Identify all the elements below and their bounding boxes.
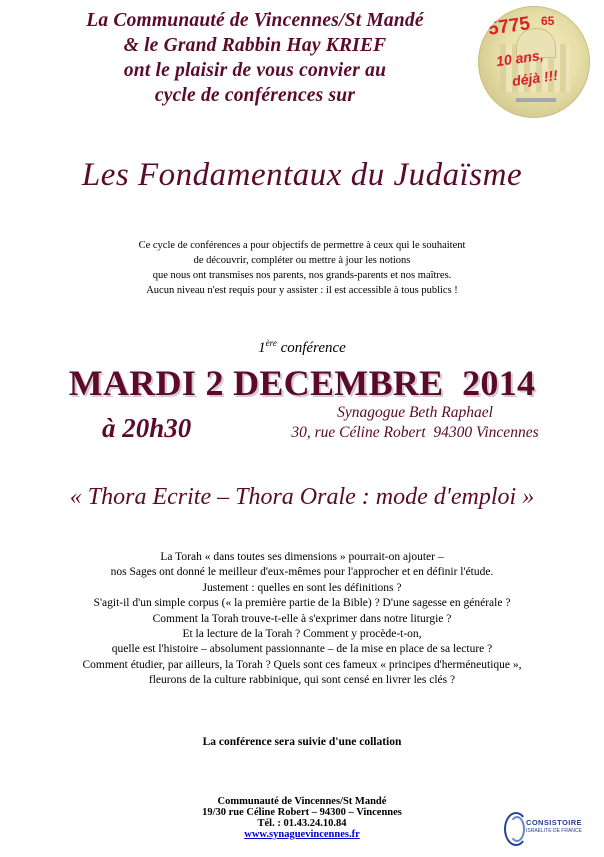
description-paragraph [0,550,604,689]
event-date: MARDI 2 DECEMBRE 2014 [68,363,536,403]
description-line: fleurons de la culture rabbinique, qui sont censé en livrer les clés ? [148,674,456,687]
badge-line2: déjà !!! [511,66,559,90]
collation-note: La conférence sera suivie d'une collation [202,736,402,748]
intro-paragraph [0,238,604,298]
description-line: Comment la Torah trouve-t-elle à s'exprimer dans notre liturgie ? [152,612,452,625]
footer-phone: Tél. : 01.43.24.10.84 [257,818,347,829]
badge-line1: 10 ans, [495,46,545,70]
invitation-header [0,8,510,108]
event-time: à 20h30 [102,413,192,443]
consistoire-logo [504,812,584,844]
conference-label: conférence [276,340,346,356]
header-line: & le Grand Rabbin Hay KRIEF [123,35,387,56]
description-line: Justement : quelles en sont les définitions ? [202,581,402,594]
intro-line: de découvrir, compléter ou mettre à jour les notions [193,255,411,266]
logo-name: CONSISTOIRE [526,818,582,827]
page-title: Les Fondamentaux du Judaïsme [81,157,523,193]
website-link[interactable]: www.synaguevincennes.fr [244,829,360,840]
venue-address: 30, rue Céline Robert 94300 Vincennes [291,424,539,441]
description-line: quelle est l'histoire – absolument passionnante – de la mise en place de sa lecture ? [111,643,493,656]
conference-ordinal: 1 [258,340,266,356]
description-line: La Torah « dans toutes ses dimensions » pourrait-on ajouter – [160,551,444,563]
conference-number [0,338,604,357]
header-line: ont le plaisir de vous convier au [123,60,387,81]
intro-line: que nous ont transmises nos parents, nos grands-parents et nos maîtres. [152,270,452,281]
header-line: cycle de conférences sur [154,85,356,106]
intro-line: Aucun niveau n'est requis pour y assister : il est accessible à tous publics ! [146,285,458,296]
footer-org: Communauté de Vincennes/St Mandé [217,796,387,807]
description-line: Et la lecture de la Torah ? Comment y procède-t-on, [182,628,422,641]
conference-subject: « Thora Ecrite – Thora Orale : mode d'emploi » [69,484,535,510]
badge-year-sup: 65 [541,14,555,28]
anniversary-badge [478,6,590,118]
venue [250,403,580,443]
intro-line: Ce cycle de conférences a pour objectifs de permettre à ceux qui le souhaitent [138,240,466,251]
badge-year: 5775 [486,13,532,40]
description-line: Comment étudier, par ailleurs, la Torah ? Quels sont ces fameux « principes d'herméneutique », [82,658,522,671]
badge-caption-mark [516,98,556,102]
footer-address: 19/30 rue Céline Robert – 94300 – Vincennes [202,807,402,818]
venue-name: Synagogue Beth Raphael [337,404,493,421]
header-line: La Communauté de Vincennes/St Mandé [86,10,424,31]
logo-subtitle: ISRAÉLITE DE FRANCE [526,828,582,834]
logo-inner-mark [509,816,525,842]
description-line: nos Sages ont donné le meilleur d'eux-mêmes pour l'approcher et en définir l'étude. [110,566,494,579]
conference-ordinal-suffix: ère [265,338,277,348]
description-line: S'agit-il d'un simple corpus (« la première partie de la Bible) ? D'une sagesse en générale ? [93,597,511,610]
